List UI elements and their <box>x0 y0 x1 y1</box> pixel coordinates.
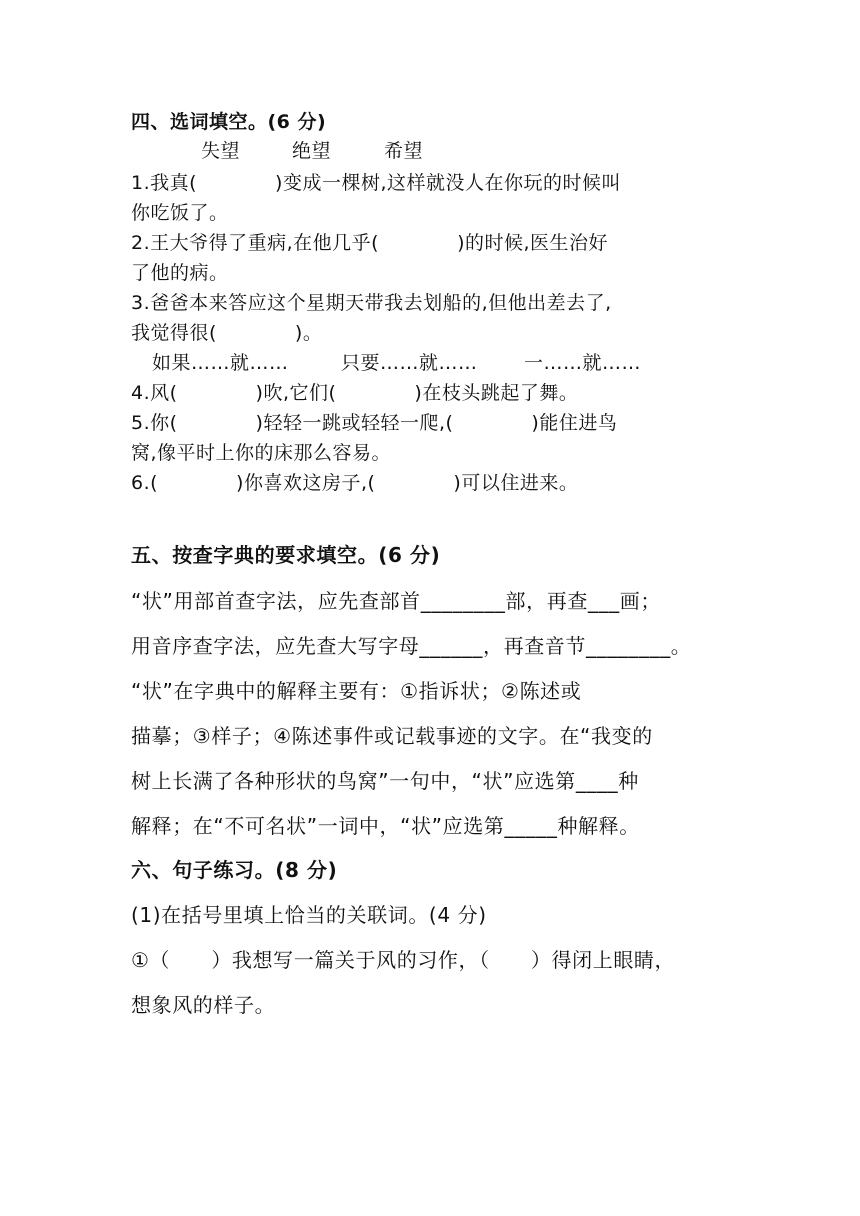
question-4-1-line-2: 你吃饭了。 <box>131 202 229 224</box>
section-6-subheading: (1)在括号里填上恰当的关联词。(4 分) <box>131 903 487 927</box>
question-4-5-line-1: 5.你( )轻轻一跳或轻轻一爬,( )能住进鸟 <box>131 412 618 434</box>
question-4-2-line-1: 2.王大爷得了重病,在他几乎( )的时候,医生治好 <box>131 232 609 254</box>
question-4-2-line-2: 了他的病。 <box>131 262 229 284</box>
section-6-question-1-line-2: 想象风的样子。 <box>131 993 276 1017</box>
section-6-question-1-line-1: ①（ ）我想写一篇关于风的习作，（ ）得闭上眼睛， <box>131 948 676 972</box>
section-5-line-6: 解释；在“不可名状”一词中，“状”应选第_____种解释。 <box>131 814 640 838</box>
section-5-heading: 五、按查字典的要求填空。(6 分) <box>131 543 441 567</box>
conjunction-option-3: 一……就…… <box>524 352 642 374</box>
section-5-line-1: “状”用部首查字法，应先查部首________部，再查___画； <box>131 589 661 613</box>
conjunction-option-1: 如果……就…… <box>152 352 289 374</box>
question-4-4: 4.风( )吹,它们( )在枝头跳起了舞。 <box>131 382 579 404</box>
question-4-6: 6.( )你喜欢这房子,( )可以住进来。 <box>131 472 579 494</box>
section-6-heading: 六、句子练习。(8 分) <box>131 858 338 882</box>
question-4-5-line-2: 窝,像平时上你的床那么容易。 <box>131 442 392 464</box>
word-option-2: 绝望 <box>292 140 332 162</box>
conjunction-option-2: 只要……就…… <box>341 352 478 374</box>
section-5-line-3: “状”在字典中的解释主要有：①指诉状；②陈述或 <box>131 679 582 703</box>
question-4-1-line-1: 1.我真( )变成一棵树,这样就没人在你玩的时候叫 <box>131 172 621 194</box>
section-5-line-5: 树上长满了各种形状的鸟窝”一句中，“状”应选第____种 <box>131 769 639 793</box>
word-option-3: 希望 <box>384 140 424 162</box>
section-5-line-2: 用音序查字法，应先查大写字母______，再查音节________。 <box>131 634 692 658</box>
question-4-3-line-2: 我觉得很( )。 <box>131 322 323 344</box>
section-4-heading: 四、选词填空。(6 分) <box>131 111 327 133</box>
question-4-3-line-1: 3.爸爸本来答应这个星期天带我去划船的,但他出差去了, <box>131 292 612 314</box>
word-option-1: 失望 <box>201 140 241 162</box>
section-5-line-4: 描摹；③样子；④陈述事件或记载事迹的文字。在“我变的 <box>131 724 653 748</box>
